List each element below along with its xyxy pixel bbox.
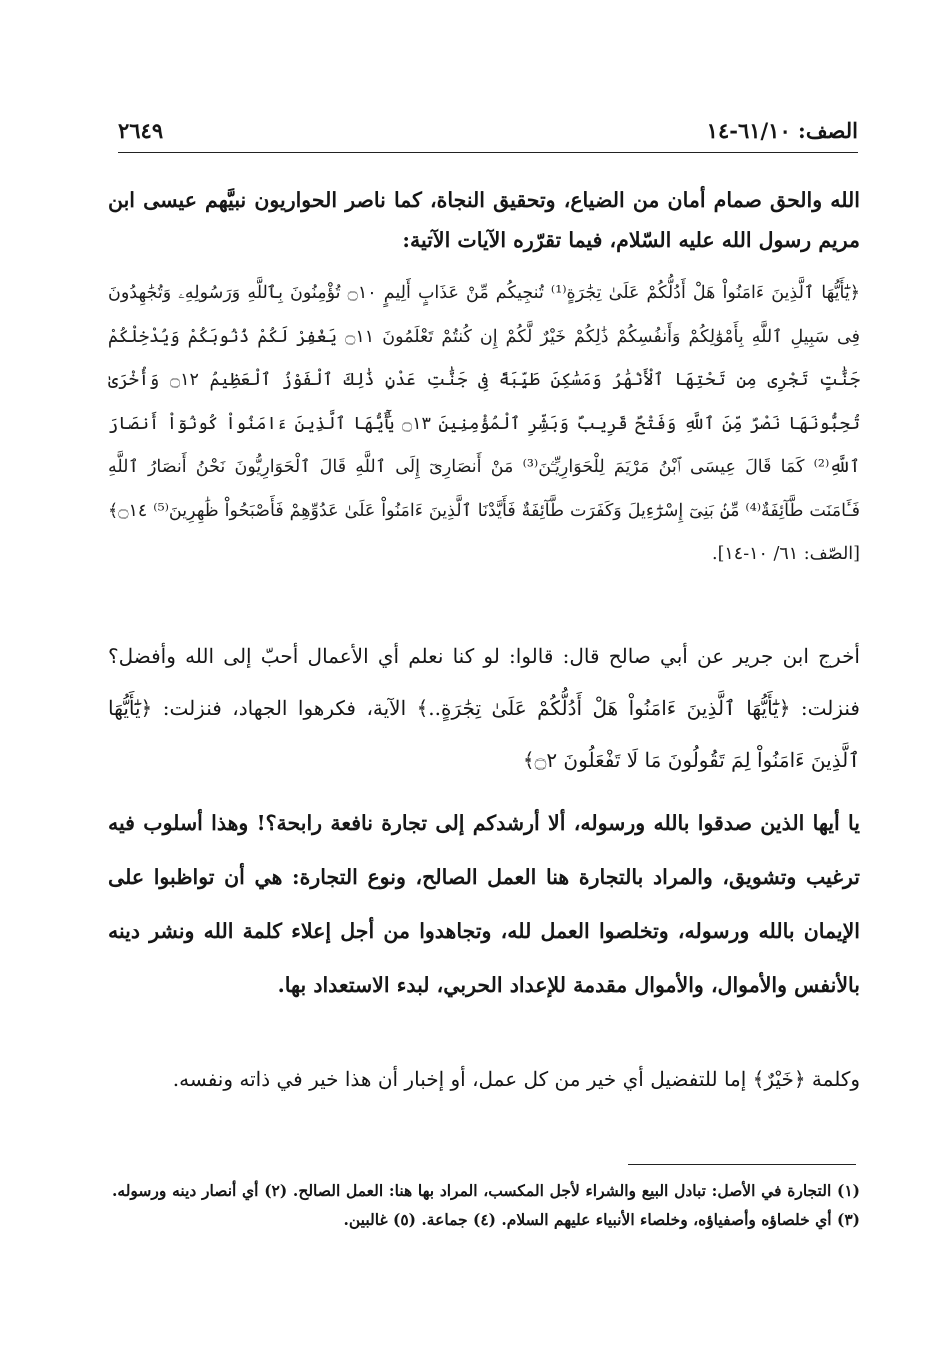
surah-reference: الصف: ٦١/١٠-١٤	[706, 118, 858, 143]
footnotes: (١) التجارة في الأصل: تبادل البيع والشراء لأجل المكسب، المراد بها هنا: العمل الصالح. (٢) أي أنصار دينه ورسوله. (٣) أي خلصاؤه وأصفياؤه، وخلصاء الأنبياء عليهم السلام. (٤) جماعة. (٥) غالبين.	[112, 1181, 860, 1229]
page-number: ٢٦٤٩	[118, 118, 164, 143]
quran-verses: ﴿يَٰٓأَيُّهَا ٱلَّذِينَ ءَامَنُواْ هَلْ أَدُلُّكُمْ عَلَىٰ تِجَٰرَةٍ⁽¹⁾ تُنجِيكُم مِّنْ عَذَابٍ أَلِيمٍ ۝١٠ تُؤْمِنُونَ بِٱللَّهِ وَرَسُولِهِۦ وَتُجَٰهِدُونَ فِى سَبِيلِ ٱللَّهِ بِأَمْوَٰلِكُمْ وَأَنفُسِكُمْ ذَٰلِكُمْ خَيْرٌ لَّكُمْ إِن كُنتُمْ تَعْلَمُونَ ۝١١ يَغْفِرْ لَكُمْ ذُنُوبَكُمْ وَيُدْخِلْكُمْ جَنَّٰتٍ تَجْرِى مِن تَحْتِهَا ٱلْأَنْهَٰرُ وَمَسَٰكِنَ طَيِّبَةً فِى جَنَّٰتِ عَدْنٍ ذَٰلِكَ ٱلْفَوْزُ ٱلْعَظِيمُ ۝١٢ وَأُخْرَىٰ تُحِبُّونَهَا نَصْرٌ مِّنَ ٱللَّهِ وَفَتْحٌ قَرِيبٌ وَبَشِّرِ ٱلْمُؤْمِنِينَ ۝١٣ يَٰٓأَيُّهَا ٱلَّذِينَ ءَامَنُواْ كُونُوٓاْ أَنصَارَ ٱللَّهِ⁽²⁾ كَمَا قَالَ عِيسَى ٱبْنُ مَرْيَمَ لِلْحَوَارِيِّـۧنَ⁽³⁾ مَنْ أَنصَارِىٓ إِلَى ٱللَّهِ قَالَ ٱلْحَوَارِيُّونَ نَحْنُ أَنصَارُ ٱللَّهِ فَـَٔامَنَت طَّآئِفَةٌ⁽⁴⁾ مِّنۢ بَنِىٓ إِسْرَٰٓءِيلَ وَكَفَرَت طَّآئِفَةٌ فَأَيَّدْنَا ٱلَّذِينَ ءَامَنُواْ عَلَىٰ عَدُوِّهِمْ فَأَصْبَحُواْ ظَٰهِرِينَ⁽⁵⁾ ۝١٤﴾ [الصّف: ٦١/ ١٠-١٤].	[108, 283, 861, 564]
tafsir-paragraph: يا أيها الذين صدقوا بالله ورسوله، ألا أرشدكم إلى تجارة نافعة رابحة؟! وهذا أسلوب فيه ترغيب وتشويق، والمراد بالتجارة هنا العمل الصالح، ونوع التجارة: هي أن تواظبوا على الإيمان بالله ورسوله، وتخلصوا العمل لله، وتجاهدوا من أجل إعلاء كلمة الله ونشر دينه بالأنفس والأموال، والأموال مقدمة للإعداد الحربي، لبدء الاستعداد بها.	[108, 811, 860, 997]
word-explanation: وكلمة ﴿خَيْرٌ﴾ إما للتفضيل أي خير من كل عمل، أو إخبار أن هذا خير في ذاته ونفسه.	[172, 1067, 860, 1091]
page-header	[118, 112, 858, 153]
lead-paragraph: الله والحق صمام أمان من الضياع، وتحقيق النجاة، كما ناصر الحواريون نبيَّهم عيسى ابن مريم رسول الله عليه السّلام، فيما تقرّره الآيات الآتية:	[108, 188, 860, 252]
occasion-of-revelation: أخرج ابن جرير عن أبي صالح قال: قالوا: لو كنا نعلم أي الأعمال أحبّ إلى الله وأفضل؟ فنزلت: ﴿يَٰٓأَيُّهَا ٱلَّذِينَ ءَامَنُواْ هَلْ أَدُلُّكُمْ عَلَىٰ تِجَٰرَةٍ..﴾ الآية، فكرهوا الجهاد، فنزلت: ﴿يَٰٓأَيُّهَا ٱلَّذِينَ ءَامَنُواْ لِمَ تَقُولُونَ مَا لَا تَفْعَلُونَ ۝٢﴾	[108, 644, 860, 772]
footnote-divider	[628, 1164, 856, 1165]
